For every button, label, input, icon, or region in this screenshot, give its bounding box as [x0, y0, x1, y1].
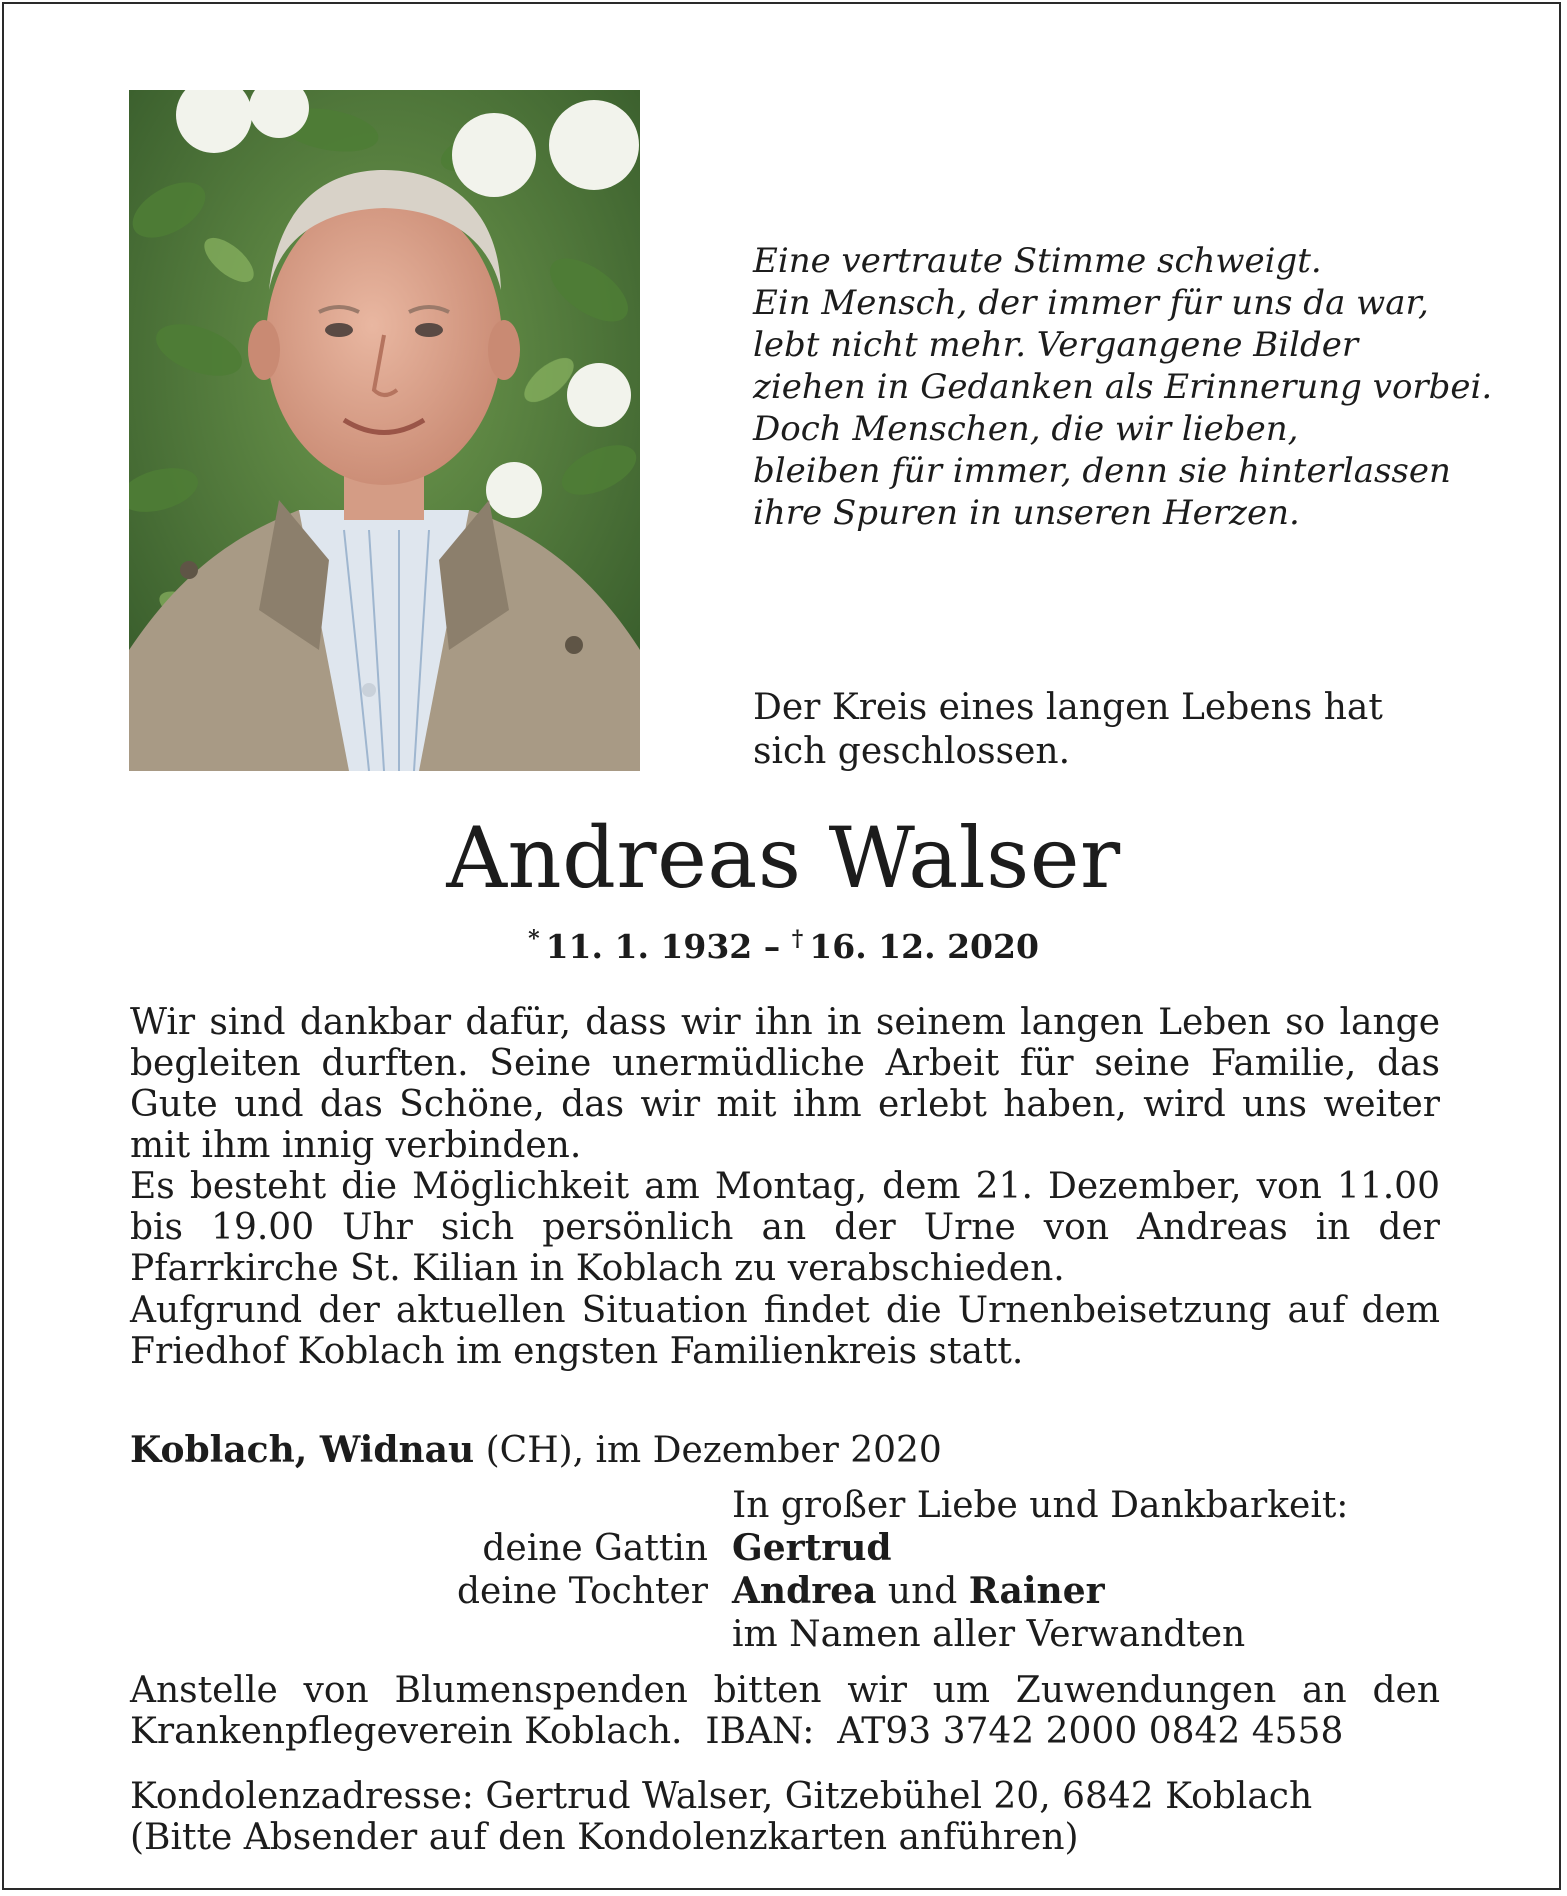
death-symbol: †: [791, 926, 804, 952]
burial-paragraph: Aufgrund der aktuellen Situation findet die Urnenbeisetzung auf dem Friedhof Koblach im engsten Familienkreis statt.: [130, 1290, 1440, 1372]
poem-line: bleiben für immer, denn sie hinterlassen: [753, 451, 1451, 491]
condolence-address: [130, 1776, 1440, 1858]
farewell-paragraph: Es besteht die Möglichkeit am Montag, dem 21. Dezember, von 11.00 bis 19.00 Uhr sich persönlich an der Urne von Andreas in der Pfarrkirche St. Kilian in Koblach zu verabschieden.: [130, 1166, 1440, 1289]
death-date: 16. 12. 2020: [809, 927, 1039, 966]
life-circle-text: Der Kreis eines langen Lebens hat sich geschlossen.: [753, 687, 1383, 772]
partner-name: Rainer: [968, 1570, 1105, 1612]
wife-label: deine Gattin: [482, 1528, 708, 1569]
deceased-name: Andreas Walser: [446, 809, 1121, 907]
condolence-note: (Bitte Absender auf den Kondolenzkarten anführen): [130, 1817, 1079, 1858]
donation-paragraph: Anstelle von Blumenspenden bitten wir um Zuwendungen an den Krankenpflegeverein Koblach. IBAN: AT93 3742 2000 0842 4558: [130, 1670, 1452, 1752]
signature-closing: im Namen aller Verwandten: [732, 1614, 1246, 1655]
birth-date: 11. 1. 1932: [545, 927, 753, 966]
signature-intro: In großer Liebe und Dankbarkeit:: [732, 1485, 1349, 1526]
memorial-poem: [753, 240, 1493, 534]
date-separator: –: [763, 927, 781, 966]
condolence-address-line: Kondolenzadresse: Gertrud Walser, Gitzebühel 20, 6842 Koblach: [130, 1776, 1313, 1817]
life-dates: [0, 924, 1567, 970]
birth-symbol: *: [528, 926, 540, 952]
place-and-date: [130, 1428, 942, 1473]
signature-block: [130, 1484, 1440, 1656]
place-names: Koblach, Widnau: [130, 1429, 475, 1471]
poem-line: lebt nicht mehr. Vergangene Bilder: [753, 325, 1359, 365]
poem-line: Ein Mensch, der immer für uns da war,: [753, 283, 1429, 323]
announcement-date: , im Dezember 2020: [572, 1430, 942, 1471]
poem-line: Eine vertraute Stimme schweigt.: [753, 241, 1322, 281]
poem-line: ziehen in Gedanken als Erinnerung vorbei.: [753, 367, 1493, 407]
place-country: (CH): [474, 1430, 573, 1471]
daughter-label: deine Tochter: [456, 1571, 708, 1612]
portrait-photo: [129, 90, 640, 771]
poem-line: Doch Menschen, die wir lieben,: [753, 409, 1299, 449]
daughter-name: Andrea: [732, 1570, 877, 1612]
poem-line: ihre Spuren in unseren Herzen.: [753, 493, 1300, 533]
gratitude-paragraph: Wir sind dankbar dafür, dass wir ihn in seinem langen Leben so lange begleiten durften. Seine unermüdliche Arbeit für seine Familie, das Gute und das Schöne, das wir mit ihm erlebt haben, wird uns weiter mit ihm innig verbinden.: [130, 1002, 1440, 1166]
wife-name: Gertrud: [732, 1527, 892, 1569]
and-word: und: [876, 1571, 969, 1612]
